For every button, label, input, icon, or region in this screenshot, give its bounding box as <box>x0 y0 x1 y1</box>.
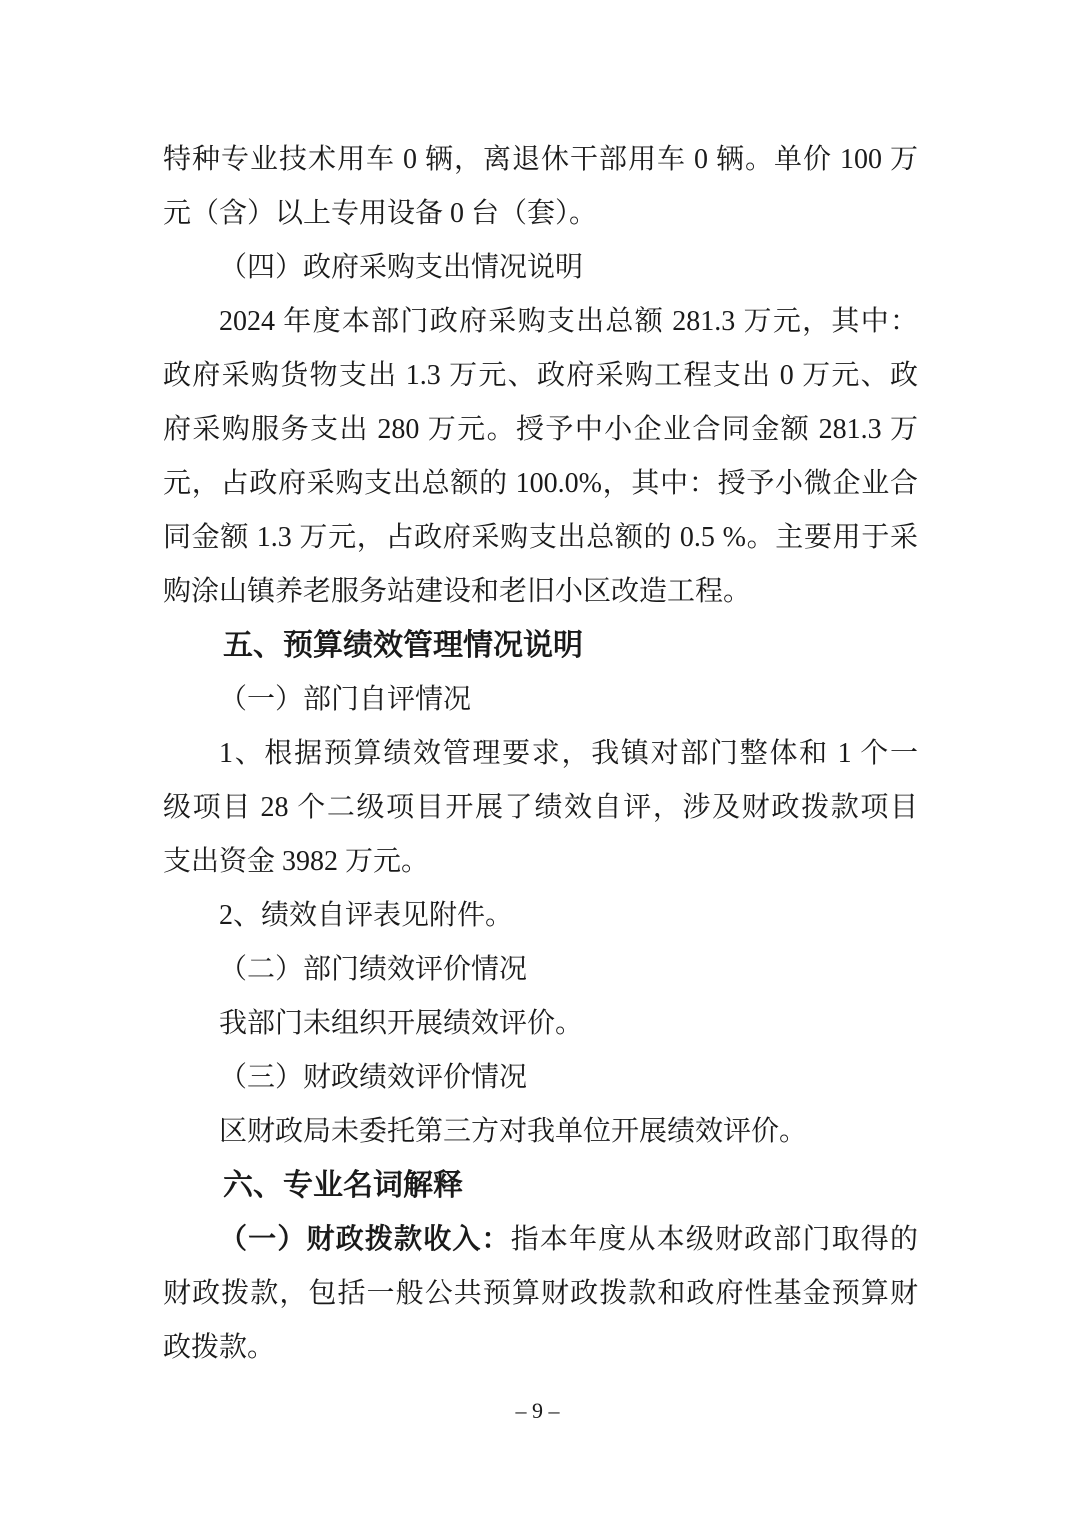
section-heading-6: 六、专业名词解释 <box>223 1169 463 1202</box>
section-heading-5: 五、预算绩效管理情况说明 <box>223 629 583 662</box>
subsection-heading-4: （四）政府采购支出情况说明 <box>219 252 584 283</box>
term-definition-line <box>163 1213 918 1267</box>
document-body <box>163 133 918 1375</box>
term-definition: 指本年度从本级财政部门取得的 <box>510 1224 918 1255</box>
body-line: 2、绩效自评表见附件。 <box>219 900 514 931</box>
body-line: 1、根据预算绩效管理要求，我镇对部门整体和 1 个一 <box>219 738 918 769</box>
body-line: 同金额 1.3 万元，占政府采购支出总额的 0.5 %。主要用于采 <box>163 522 918 553</box>
subsection-heading-1: （一）部门自评情况 <box>219 684 472 715</box>
page-number: – 9 – <box>515 1398 560 1423</box>
body-line: 政拨款。 <box>163 1332 276 1363</box>
body-line: 政府采购货物支出 1.3 万元、政府采购工程支出 0 万元、政 <box>163 360 918 391</box>
term-label: （一）财政拨款收入： <box>219 1224 511 1255</box>
body-line: 级项目 28 个二级项目开展了绩效自评，涉及财政拨款项目 <box>163 792 918 823</box>
body-line: 府采购服务支出 280 万元。授予中小企业合同金额 281.3 万 <box>163 414 918 445</box>
body-line: 元（含）以上专用设备 0 台（套）。 <box>163 198 598 229</box>
body-line: 我部门未组织开展绩效评价。 <box>219 1008 584 1039</box>
body-line: 2024 年度本部门政府采购支出总额 281.3 万元，其中： <box>219 306 918 337</box>
subsection-heading-3: （三）财政绩效评价情况 <box>219 1062 528 1093</box>
subsection-heading-2: （二）部门绩效评价情况 <box>219 954 528 985</box>
body-line: 区财政局未委托第三方对我单位开展绩效评价。 <box>219 1116 808 1147</box>
body-line: 支出资金 3982 万元。 <box>163 846 430 877</box>
body-line: 特种专业技术用车 0 辆，离退休干部用车 0 辆。单价 100 万 <box>163 144 918 175</box>
body-line: 元，占政府采购支出总额的 100.0%，其中：授予小微企业合 <box>163 468 918 499</box>
body-line: 财政拨款，包括一般公共预算财政拨款和政府性基金预算财 <box>163 1278 918 1309</box>
body-line: 购涂山镇养老服务站建设和老旧小区改造工程。 <box>163 576 752 607</box>
